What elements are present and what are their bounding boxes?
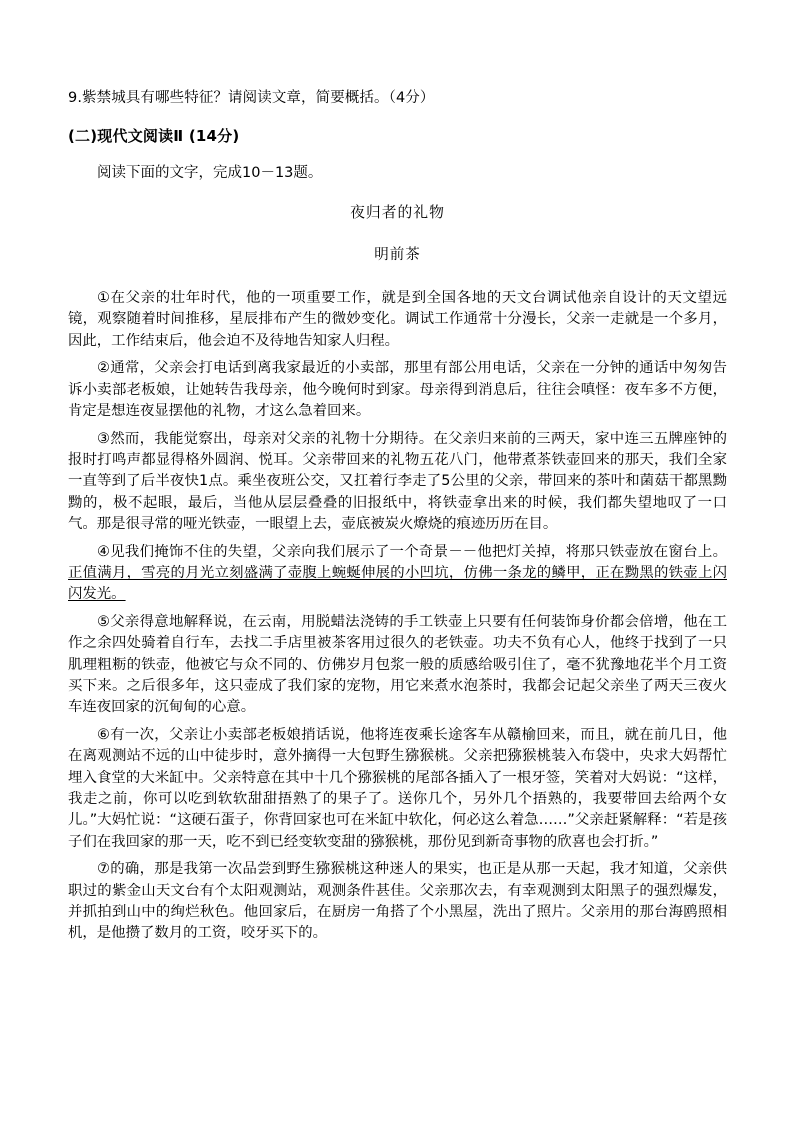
section-heading-modern-reading-2: (二)现代文阅读Ⅱ (14分) [68, 127, 240, 145]
article-paragraph-4 [68, 542, 727, 606]
article-author: 明前茶 [374, 247, 421, 263]
article-paragraph-2: ②通常，父亲会打电话到离我家最近的小卖部，那里有部公用电话，父亲在一分钟的通话中匆匆告诉小卖部老板娘，让她转告我母亲，他今晚何时到家。母亲得到消息后，往往会嗔怪：夜车多不方便，肯定是想连夜显摆他的礼物，才这么急着回来。 [68, 360, 727, 419]
article-paragraph-1: ①在父亲的壮年时代，他的一项重要工作，就是到全国各地的天文台调试他亲自设计的天文望远镜，观察随着时间推移，星辰排布产生的微妙变化。调试工作通常十分漫长，父亲一走就是一个多月，因此，工作结束后，他会迫不及待地告知家人归程。 [68, 290, 727, 349]
article-title: 夜归者的礼物 [350, 204, 445, 221]
article-paragraph-5: ⑤父亲得意地解释说，在云南，用脱蜡法浇铸的手工铁壶上只要有任何装饰身价都会倍增，他在工作之余四处骑着自行车，去找二手店里被茶客用过很久的老铁壶。功夫不负有心人，他终于找到了一只肌理粗粝的铁壶，他被它与众不同的、仿佛岁月包浆一般的质感给吸引住了，毫不犹豫地花半个月工资买下来。之后很多年，这只壶成了我们家的宠物，用它来煮水泡茶时，我都会记起父亲坐了两天三夜火车连夜回家的沉甸甸的心意。 [68, 614, 727, 716]
paragraph-4-plain-text: ④见我们掩饰不住的失望，父亲向我们展示了一个奇景－－他把灯关掉，将那只铁壶放在窗台上。 [97, 543, 727, 560]
paragraph-4-underlined-text: 正值满月，雪亮的月光立刻盛满了壶腹上蜿蜒伸展的小凹坑，仿佛一条龙的鳞甲，正在黝黑的铁壶上闪闪发光。 [68, 565, 727, 603]
question-9: 9.紫禁城具有哪些特征？请阅读文章，简要概括。（4分） [68, 90, 435, 106]
reading-instruction: 阅读下面的文字，完成10－13题。 [97, 165, 323, 181]
article-paragraph-6: ⑥有一次，父亲让小卖部老板娘捎话说，他将连夜乘长途客车从赣榆回来，而且，就在前几日，他在离观测站不远的山中徒步时，意外摘得一大包野生猕猴桃。父亲把猕猴桃装入布袋中，央求大妈帮忙埋入食堂的大米缸中。父亲特意在其中十几个猕猴桃的尾部各插入了一根牙签，笑着对大妈说：“这样，我走之前，你可以吃到软软甜甜捂熟了的果子了。送你几个，另外几个捂熟的，我要带回去给两个女儿。”大妈忙说：“这硬石蛋子，你背回家也可在米缸中软化，何必这么着急……”父亲赶紧解释：“若是孩子们在我回家的那一天，吃不到已经变软变甜的猕猴桃，那份见到新奇事物的欣喜也会打折。” [68, 727, 727, 850]
article-paragraph-3: ③然而，我能觉察出，母亲对父亲的礼物十分期待。在父亲归来前的三两天，家中连三五牌座钟的报时打鸣声都显得格外圆润、悦耳。父亲带回来的礼物五花八门，他带煮茶铁壶回来的那天，我们全家一直等到了后半夜快1点。乘坐夜班公交，又扛着行李走了5公里的父亲，带回来的茶叶和菌菇干都黑黝黝的，极不起眼，最后，当他从层层叠叠的旧报纸中，将铁壶拿出来的时候，我们都失望地叹了一口气。那是很寻常的哑光铁壶，一眼望上去，壶底被炭火燎烧的痕迹历历在目。 [68, 430, 727, 532]
article-paragraph-7: ⑦的确，那是我第一次品尝到野生猕猴桃这种迷人的果实，也正是从那一天起，我才知道，父亲供职过的紫金山天文台有个太阳观测站，观测条件甚佳。父亲那次去，有幸观测到太阳黑子的强烈爆发，并抓拍到山中的绚烂秋色。他回家后，在厨房一角搭了个小黑屋，洗出了照片。父亲用的那台海鸥照相机，是他攒了数月的工资，咬牙买下的。 [68, 861, 727, 942]
